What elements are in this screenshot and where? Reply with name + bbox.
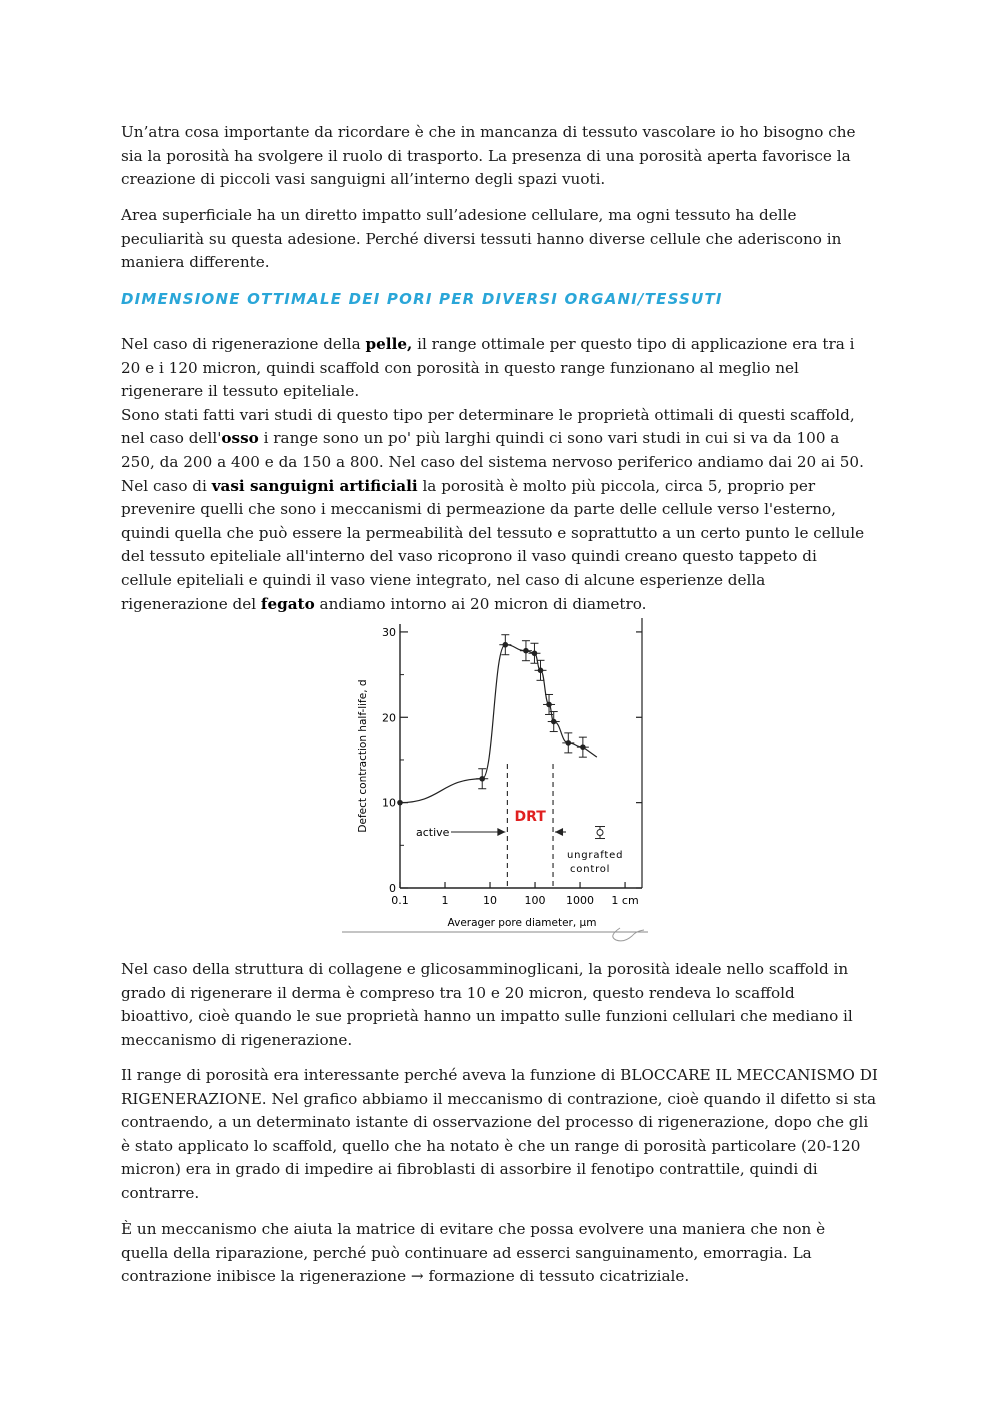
data-point <box>551 719 557 725</box>
data-point <box>479 776 485 782</box>
paragraph-contraction: È un meccanismo che aiuta la matrice di evitare che possa evolvere una maniera che non è quella della riparazione, perché può continuare ad esserci sanguinamento, emorragia. La contrazione inibisce la rigenerazione → formazione di tessuto cicatriziale. <box>121 1220 826 1286</box>
keyword-fegato: fegato <box>260 594 315 613</box>
y-tick-label: 0 <box>389 882 396 895</box>
active-arrow-head <box>497 828 505 836</box>
x-tick-label: 1000 <box>566 894 595 907</box>
y-tick-label: 20 <box>382 711 396 725</box>
data-point <box>397 800 403 806</box>
keyword-vasi-sanguigni: vasi sanguigni artificiali <box>211 476 418 495</box>
data-point <box>503 642 509 648</box>
x-axis-title: Averager pore diameter, µm <box>447 917 597 929</box>
pore-size-chart <box>338 614 662 952</box>
control-arrow-head <box>555 828 563 836</box>
paragraph-vascular-porosity: Un’atra cosa importante da ricordare è che in mancanza di tessuto vascolare io ho bisogno che sia la porosità ha svolgere il ruolo di trasporto. La presenza di una porosità aperta favorisce la creazione di piccoli vasi sanguigni all’interno degli spazi vuoti. <box>121 123 856 189</box>
y-tick-label: 30 <box>382 625 396 639</box>
squiggle-mark <box>613 928 644 941</box>
x-tick-label: 10 <box>483 894 498 907</box>
annotation-active: active <box>416 826 450 839</box>
paragraph-porosity-range: Il range di porosità era interessante perché aveva la funzione di BLOCCARE IL MECCANISMO DI RIGENERAZIONE. Nel grafico abbiamo il meccanismo di contrazione, cioè quando il difetto si sta contraendo, a un determinato istante di osservazione del processo di rigenerazione, dopo che gli è stato applicato lo scaffold, quello che ha notato è che un range di porosità particolare (20-120 micron) era in grado di impedire ai fibroblasti di assorbire il fenotipo contrattile, quindi di contrarre. <box>121 1066 878 1202</box>
data-point <box>523 648 529 654</box>
fitted-curve <box>400 645 597 803</box>
x-tick-label: 0.1 <box>391 894 409 907</box>
drt-label: DRT <box>514 809 546 825</box>
paragraph-collagen-gag: Nel caso della struttura di collagene e glicosamminoglicani, la porosità ideale nello scaffold in grado di rigenerare il derma è compreso tra 10 e 20 micron, questo rendeva lo scaffold bioattivo, cioè quando le sue proprietà hanno un impatto sulle funzioni cellulari che mediano il meccanismo di rigenerazione. <box>121 960 853 1049</box>
paragraph-surface-area: Area superficiale ha un diretto impatto sull’adesione cellulare, ma ogni tessuto ha delle peculiarità su questa adesione. Perché diversi tessuti hanno diverse cellule che aderiscono in maniera differente. <box>121 206 842 272</box>
keyword-osso: osso <box>221 429 259 448</box>
data-point <box>580 744 586 750</box>
section-heading: DIMENSIONE OTTIMALE DEI PORI PER DIVERSI ORGANI/TESSUTI <box>121 290 723 308</box>
x-tick-label: 100 <box>524 894 546 907</box>
paragraph-tissue-pore-sizes: Nel caso di rigenerazione della pelle, il range ottimale per questo tipo di applicazione era tra i 20 e i 120 micron, quindi scaffold con porosità in questo range funzionano al meglio nel rigenerare il tessuto epiteliale. Sono stati fatti vari studi di questo tipo per determinare le proprietà ottimali di questi scaffold, nel caso dell'osso i range sono un po' più larghi quindi ci sono vari studi in cui si va da 100 a 250, da 200 a 400 e da 150 a 800. Nel caso del sistema nervoso periferico andiamo dai 20 ai 50. Nel caso di vasi sanguigni artificiali la porosità è molto più piccola, circa 5, proprio per prevenire quelli che sono i meccanismi di permeazione da parte delle cellule verso l'esterno, quindi quella che può essere la permeabilità del tessuto e soprattutto a un certo punto le cellule del tessuto epiteliale all'interno del vaso ricoprono il vaso quindi creano questo tappeto di cellule epiteliali e quindi il vaso viene integrato, nel caso di alcune esperienze della rigenerazione del fegato andiamo intorno ai 20 micron di diametro. <box>121 335 865 613</box>
data-point <box>565 740 571 746</box>
keyword-pelle: pelle, <box>365 335 413 353</box>
data-point <box>546 702 552 708</box>
x-tick-label: 1 cm <box>611 894 639 907</box>
x-tick-label: 1 <box>441 894 449 907</box>
data-point <box>538 668 544 674</box>
chart-axes <box>342 618 648 941</box>
control-point <box>597 830 603 836</box>
chart-labels <box>357 679 623 929</box>
y-tick-label: 10 <box>382 796 396 810</box>
annotation-control: control <box>570 864 611 875</box>
y-axis-title: Defect contraction half-life, d <box>357 679 369 833</box>
data-point <box>532 650 538 656</box>
annotation-ungrafted: ungrafted <box>567 850 624 861</box>
